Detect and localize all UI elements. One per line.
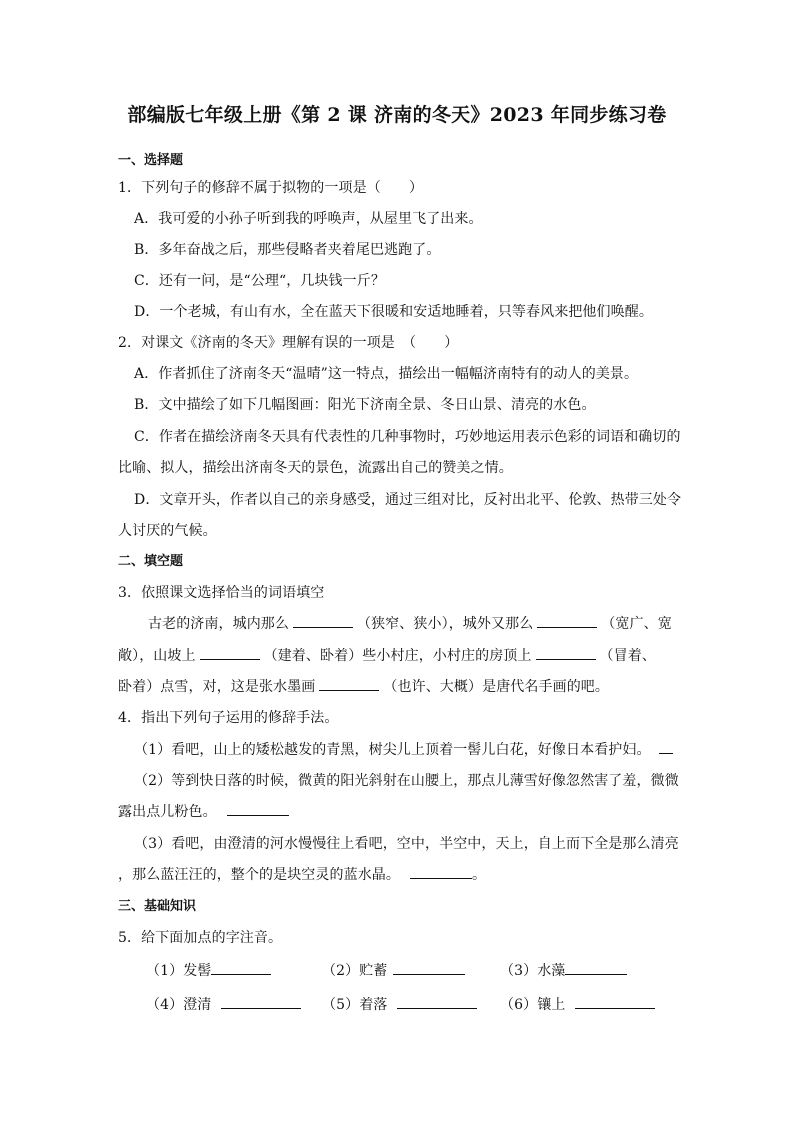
answer-blank[interactable] <box>659 741 673 754</box>
answer-blank[interactable] <box>227 803 289 816</box>
q3-text: （建着、卧着）些小村庄，小村庄的房顶上 <box>263 648 532 664</box>
q1-stem: 1．下列句子的修辞不属于拟物的一项是（ ） <box>118 180 424 196</box>
q3-stem: 3．依照课文选择恰当的词语填空 <box>118 585 325 601</box>
answer-blank[interactable] <box>200 647 260 660</box>
section-heading-basics: 三、基础知识 <box>118 899 197 914</box>
answer-blank[interactable] <box>536 647 596 660</box>
q3-line3 <box>118 676 609 696</box>
answer-blank[interactable] <box>221 996 301 1009</box>
answer-blank[interactable] <box>211 962 271 975</box>
q5-item-5 <box>322 994 481 1014</box>
q4-text: ，那么蓝汪汪的，整个的是块空灵的蓝水晶。 <box>118 867 400 883</box>
q3-text: （也许、大概）是唐代名手画的吧。 <box>383 679 610 695</box>
section-heading-choice: 一、选择题 <box>118 153 184 168</box>
q4-text: （1）看吧，山上的矮松越发的青黑，树尖儿上顶着一髻儿白花，好像日本看护妇。 <box>134 742 651 758</box>
q2-option-c-line1: C．作者在描绘济南冬天具有代表性的几种事物时，巧妙地运用表示色彩的词语和确切的 <box>134 429 681 445</box>
q4-sentence-2-line1: （2）等到快日落的时候，微黄的阳光斜射在山腰上，那点儿薄雪好像忽然害了羞，微微 <box>134 773 679 789</box>
q1-option-d: D．一个老城，有山有水，全在蓝天下很暖和安适地睡着，只等春风来把他们唤醒。 <box>134 304 653 320</box>
answer-blank[interactable] <box>293 615 353 628</box>
q3-text: （狭窄、狭小），城外又那么 <box>357 616 534 632</box>
q5-item-label: （1）发髻 <box>146 963 212 979</box>
q5-item-label: （6）镶上 <box>500 997 566 1013</box>
q1-option-a: A．我可爱的小孙子听到我的呼唤声，从屋里飞了出来。 <box>134 211 483 227</box>
q2-option-c-line2: 比喻、拟人，描绘出济南冬天的景色，流露出自己的赞美之情。 <box>118 460 513 476</box>
q5-item-3 <box>500 960 631 980</box>
section-heading-fill: 二、填空题 <box>118 554 184 569</box>
q3-text: （冒着、 <box>599 648 656 664</box>
answer-blank[interactable] <box>397 996 477 1009</box>
q1-option-b: B．多年奋战之后，那些侵略者夹着尾巴逃跑了。 <box>134 242 441 258</box>
q2-option-d-line1: D．文章开头，作者以自己的亲身感受，通过三组对比，反衬出北平、伦敦、热带三处令 <box>134 492 682 508</box>
q4-sentence-3-line1: （3）看吧，由澄清的河水慢慢往上看吧，空中，半空中，天上，自上而下全是那么清亮 <box>134 836 679 852</box>
q5-item-1 <box>146 960 275 980</box>
q4-text: 露出点儿粉色。 <box>118 804 217 820</box>
page-title: 部编版七年级上册《第 2 课 济南的冬天》2023 年同步练习卷 <box>127 104 667 126</box>
q3-text: （宽广、宽 <box>601 616 672 632</box>
q3-text: 古老的济南，城内那么 <box>148 616 289 632</box>
q4-stem: 4．指出下列句子运用的修辞手法。 <box>118 710 339 726</box>
q5-item-2 <box>322 960 469 980</box>
q5-item-label: （4）澄清 <box>146 997 212 1013</box>
q4-sentence-2-line2 <box>118 801 293 821</box>
q5-item-4 <box>146 994 305 1014</box>
q1-option-c: C．还有一问，是“公理“，几块钱一斤？ <box>134 273 385 289</box>
q2-option-d-line2: 人讨厌的气候。 <box>118 523 217 539</box>
answer-blank[interactable] <box>565 962 627 975</box>
q3-line1 <box>148 613 672 633</box>
q5-item-label: （2）贮蓄 <box>322 963 388 979</box>
answer-blank[interactable] <box>319 678 379 691</box>
q2-option-a: A．作者抓住了济南冬天“温晴”这一特点，描绘出一幅幅济南特有的动人的美景。 <box>134 366 639 382</box>
answer-blank[interactable] <box>537 615 597 628</box>
q4-text: 。 <box>472 867 487 883</box>
q2-stem: 2．对课文《济南的冬天》理解有误的一项是 （ ） <box>118 335 459 351</box>
q5-item-6 <box>500 994 659 1014</box>
q3-text: 敞），山坡上 <box>118 648 196 664</box>
q3-line2 <box>118 645 656 665</box>
q5-item-label: （3）水藻 <box>500 963 566 979</box>
q3-text: 卧着）点雪，对，这是张水墨画 <box>118 679 316 695</box>
q4-sentence-1 <box>134 739 677 759</box>
q5-stem: 5．给下面加点的字注音。 <box>118 930 283 946</box>
answer-blank[interactable] <box>393 962 465 975</box>
answer-blank[interactable] <box>410 866 472 879</box>
q2-option-b: B．文中描绘了如下几幅图画：阳光下济南全景、冬日山景、清亮的水色。 <box>134 397 596 413</box>
q5-item-label: （5）着落 <box>322 997 388 1013</box>
answer-blank[interactable] <box>575 996 655 1009</box>
q4-sentence-3-line2 <box>118 864 486 884</box>
